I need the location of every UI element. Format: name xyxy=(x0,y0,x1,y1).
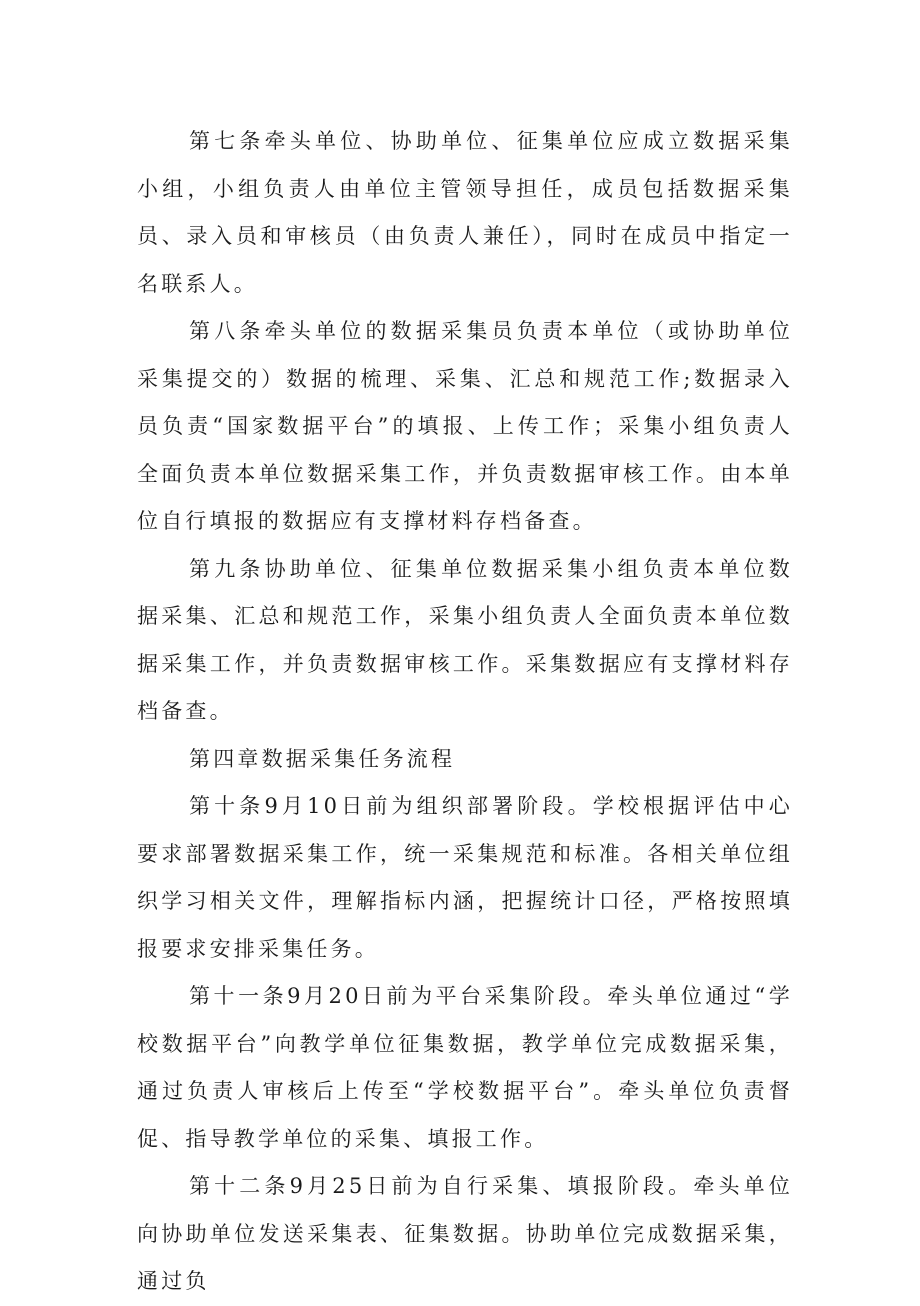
chapter-4-heading: 第四章数据采集任务流程 xyxy=(189,746,456,771)
article-10-paragraph: 第十条9月10日前为组织部署阶段。学校根据评估中心要求部署数据采集工作，统一采集规范和标准。各相关单位组织学习相关文件，理解指标内涵，把握统计口径，严格按照填报要求安排采集任务。 xyxy=(137,794,793,961)
document-page xyxy=(137,118,793,1306)
article-12-paragraph: 第十二条9月25日前为自行采集、填报阶段。牵头单位向协助单位发送采集表、征集数据。协助单位完成数据采集，通过负 xyxy=(137,1174,793,1293)
article-8-paragraph: 第八条牵头单位的数据采集员负责本单位（或协助单位采集提交的）数据的梳理、采集、汇总和规范工作;数据录入员负责“国家数据平台”的填报、上传工作；采集小组负责人全面负责本单位数据采集工作，并负责数据审核工作。由本单位自行填报的数据应有支撑材料存档备查。 xyxy=(137,319,793,533)
article-11-paragraph: 第十一条9月20日前为平台采集阶段。牵头单位通过“学校数据平台”向教学单位征集数据，教学单位完成数据采集，通过负责人审核后上传至“学校数据平台”。牵头单位负责督促、指导教学单位的采集、填报工作。 xyxy=(137,984,793,1151)
article-9-paragraph: 第九条协助单位、征集单位数据采集小组负责本单位数据采集、汇总和规范工作，采集小组负责人全面负责本单位数据采集工作，并负责数据审核工作。采集数据应有支撑材料存档备查。 xyxy=(137,556,793,723)
article-7-paragraph: 第七条牵头单位、协助单位、征集单位应成立数据采集小组，小组负责人由单位主管领导担任，成员包括数据采集员、录入员和审核员（由负责人兼任），同时在成员中指定一名联系人。 xyxy=(137,129,793,296)
